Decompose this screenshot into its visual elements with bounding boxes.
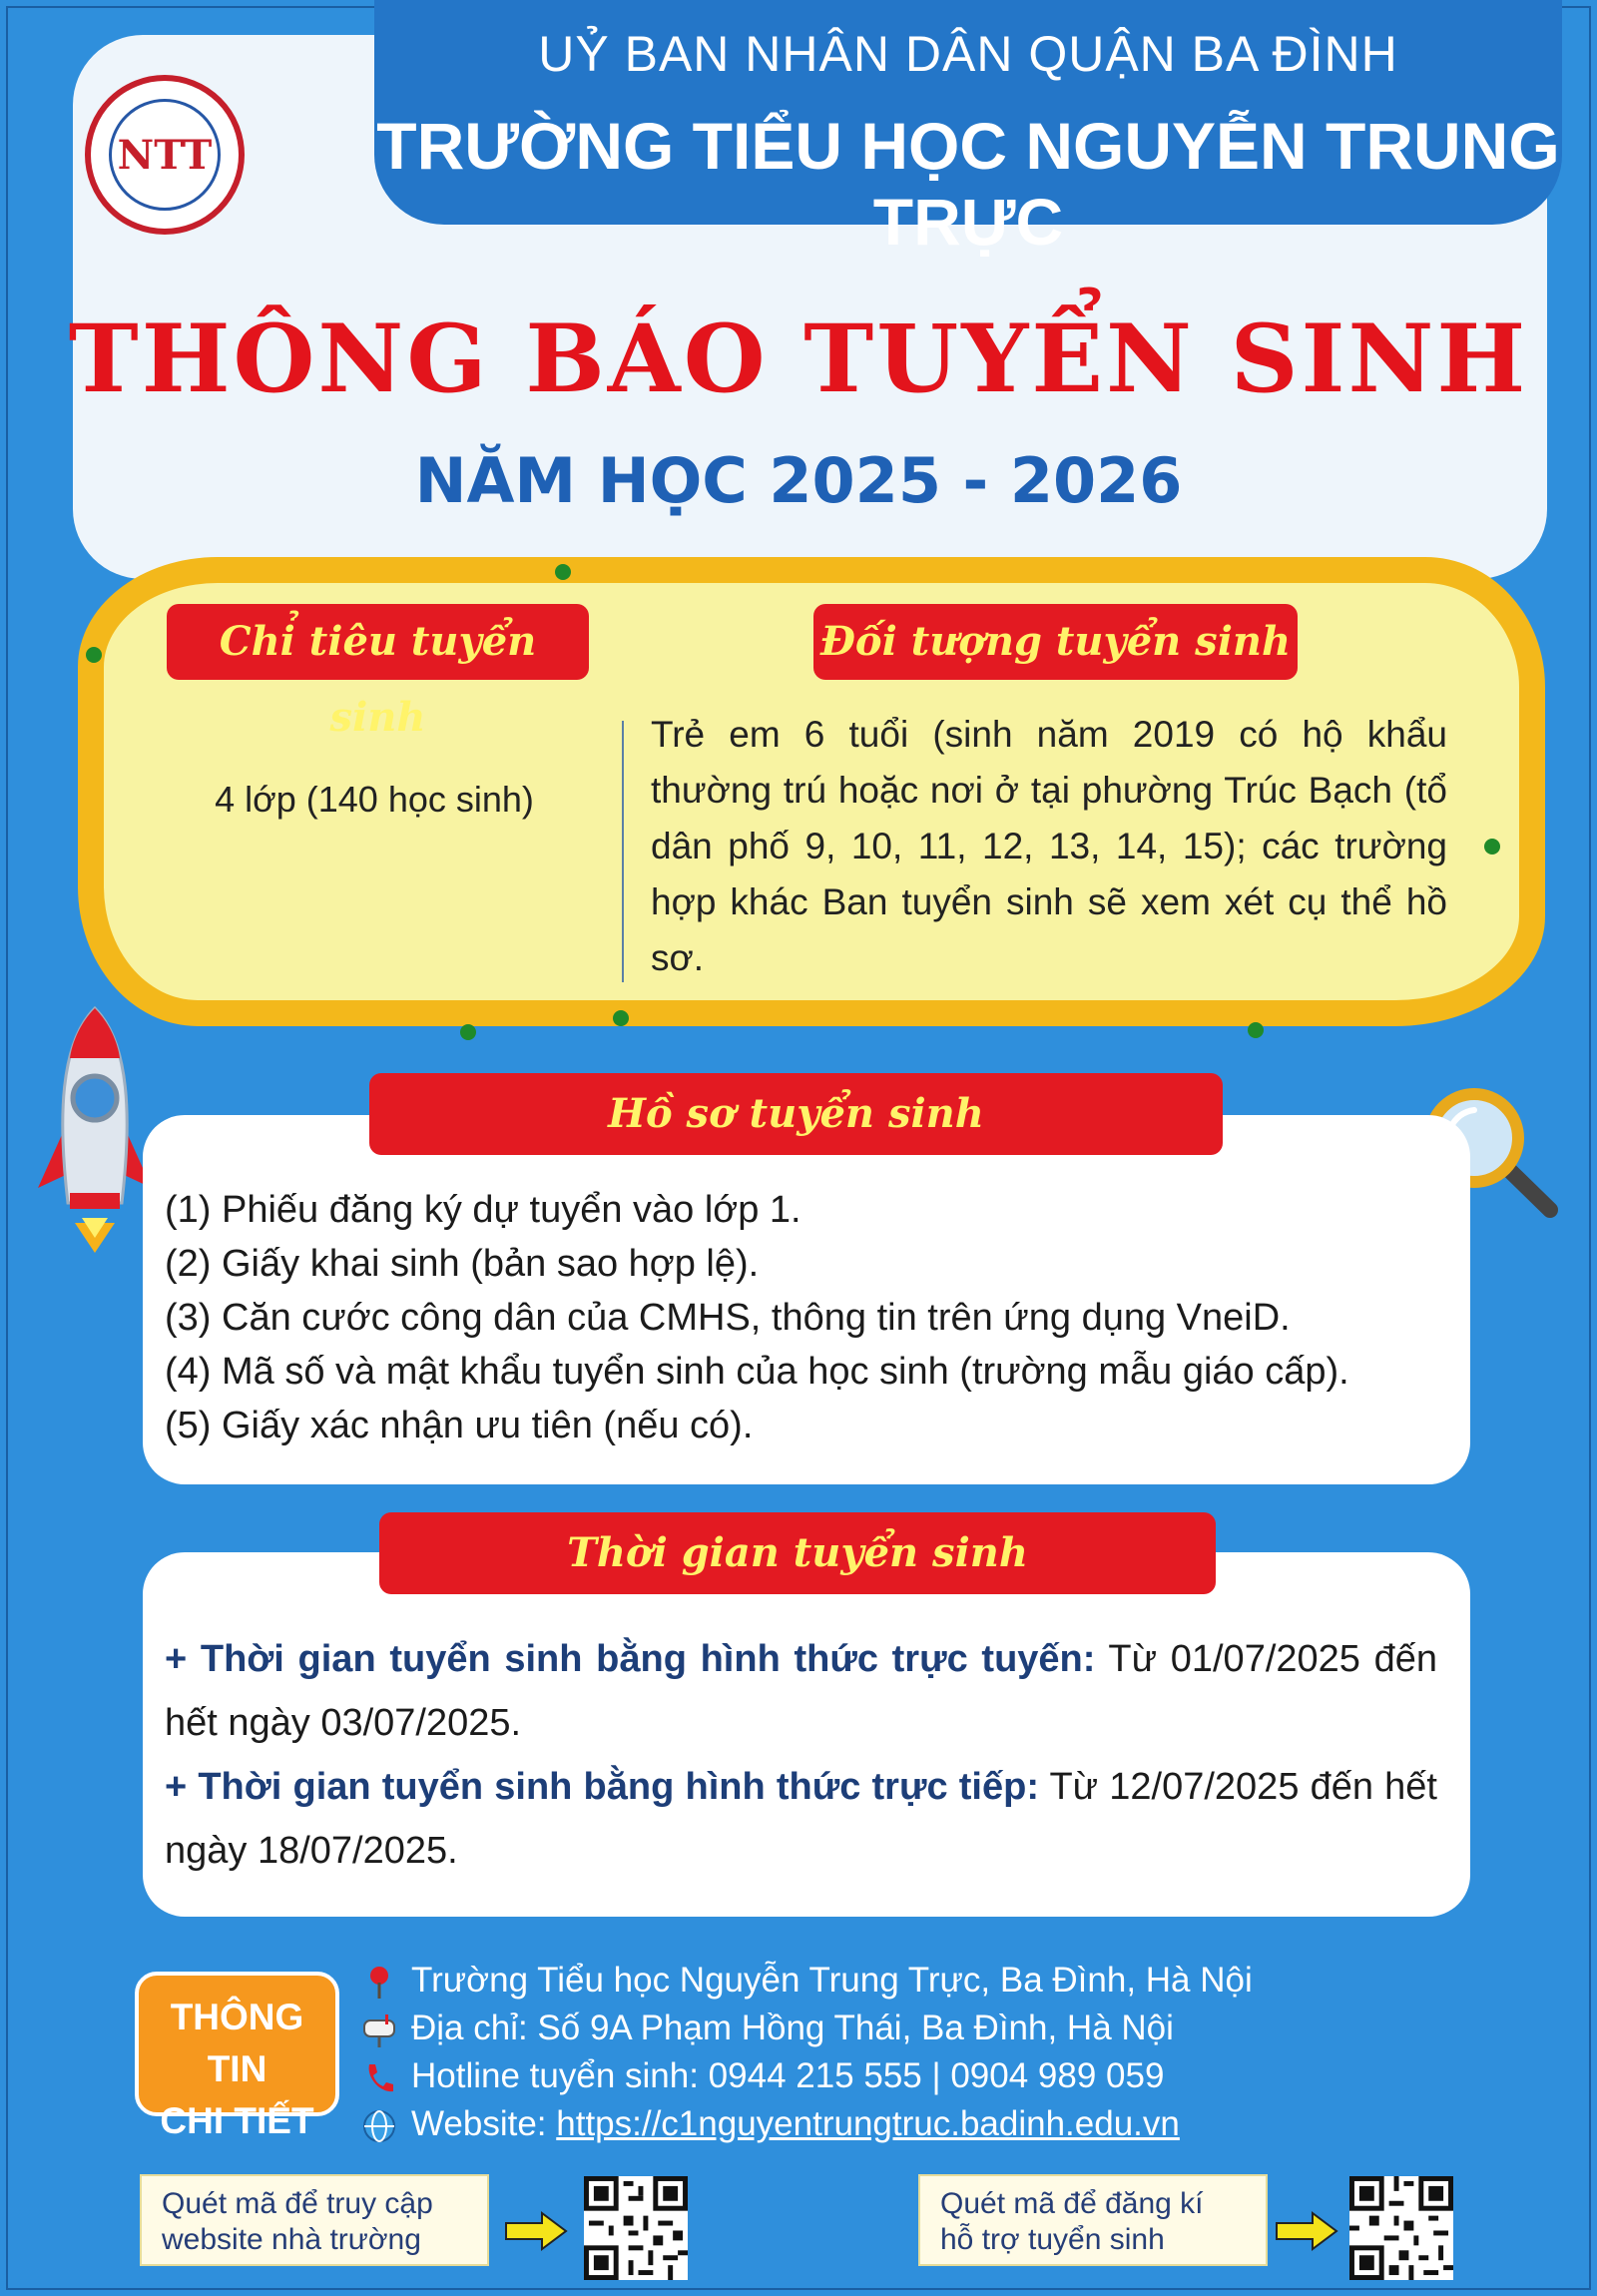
schedule-list [165,1627,1437,1883]
contact-address: Địa chỉ: Số 9A Phạm Hồng Thái, Ba Đình, Hà Nội [361,2005,1174,2052]
website-link[interactable]: https://c1nguyentrungtruc.badinh.edu.vn [556,2104,1180,2143]
list-item [165,1627,1437,1755]
phone-icon [361,2060,397,2096]
direct-label: + Thời gian tuyển sinh bằng hình thức trực tiếp: [165,1766,1039,1808]
list-item: (5) Giấy xác nhận ưu tiên (nếu có). [165,1405,754,1446]
school-year: NĂM HỌC 2025 - 2026 [414,444,1183,517]
quota-value: 4 lớp (140 học sinh) [215,779,534,820]
dossier-list [165,1183,1462,1452]
mailbox-icon [361,2012,397,2048]
contact-website: Website: https://c1nguyentrungtruc.badinh.edu.vn [361,2100,1180,2148]
contact-school: Trường Tiểu học Nguyễn Trung Trực, Ba Đình, Hà Nội [361,1957,1253,2005]
online-dates: Từ 01/07/2025 đến hết ngày 03/07/2025. [165,1638,1437,1744]
decor-dot [555,564,571,580]
decor-dot [613,1010,629,1026]
school-name: TRƯỜNG TIỂU HỌC NGUYỄN TRUNG TRỰC [376,109,1560,259]
arrow-right-icon [1275,2211,1338,2251]
dossier-heading: Hồ sơ tuyển sinh [369,1073,1223,1155]
logo-monogram: NTT [117,132,213,179]
details-badge: THÔNG TIN CHI TIẾT [135,1972,339,2116]
qr-code-register[interactable] [1349,2176,1453,2280]
decor-dot [460,1024,476,1040]
target-heading: Đối tượng tuyển sinh [813,604,1298,680]
list-item: (2) Giấy khai sinh (bản sao hợp lệ). [165,1243,760,1285]
target-description: Trẻ em 6 tuổi (sinh năm 2019 có hộ khẩu thường trú hoặc nơi ở tại phường Trúc Bạch (tổ dân phố 9, 10, 11, 12, 13, 14, 15); các trường hợp khác Ban tuyển sinh sẽ xem xét cụ thể hồ sơ. [651,714,1447,978]
qr-note-register: Quét mã để đăng kí hỗ trợ tuyển sinh [918,2174,1268,2266]
map-pin-icon [361,1965,397,2001]
decor-dot [1484,839,1500,855]
list-item: (3) Căn cước công dân của CMHS, thông tin trên ứng dụng VneiD. [165,1297,1291,1339]
list-item: (4) Mã số và mật khẩu tuyển sinh của học sinh (trường mẫu giáo cấp). [165,1351,1349,1393]
schedule-heading: Thời gian tuyển sinh [379,1512,1216,1594]
online-label: + Thời gian tuyển sinh bằng hình thức trực tuyến: [165,1638,1096,1680]
school-logo [85,75,245,235]
decor-dot [86,647,102,663]
rocket-icon [30,998,160,1258]
arrow-right-icon [504,2211,568,2251]
decor-dot [1248,1022,1264,1038]
globe-icon [361,2108,397,2144]
column-divider [622,721,624,982]
qr-code-website[interactable] [584,2176,688,2280]
qr-note-website: Quét mã để truy cập website nhà trường [140,2174,489,2266]
contact-hotline: Hotline tuyển sinh: 0944 215 555 | 0904 989 059 [361,2052,1164,2100]
list-item [165,1755,1437,1883]
direct-dates: Từ 12/07/2025 đến hết ngày 18/07/2025. [165,1766,1437,1872]
district-name: UỶ BAN NHÂN DÂN QUẬN BA ĐÌNH [538,26,1398,82]
page-title: THÔNG BÁO TUYỂN SINH [68,304,1529,414]
list-item: (1) Phiếu đăng ký dự tuyển vào lớp 1. [165,1189,801,1231]
quota-heading: Chỉ tiêu tuyển sinh [167,604,589,680]
